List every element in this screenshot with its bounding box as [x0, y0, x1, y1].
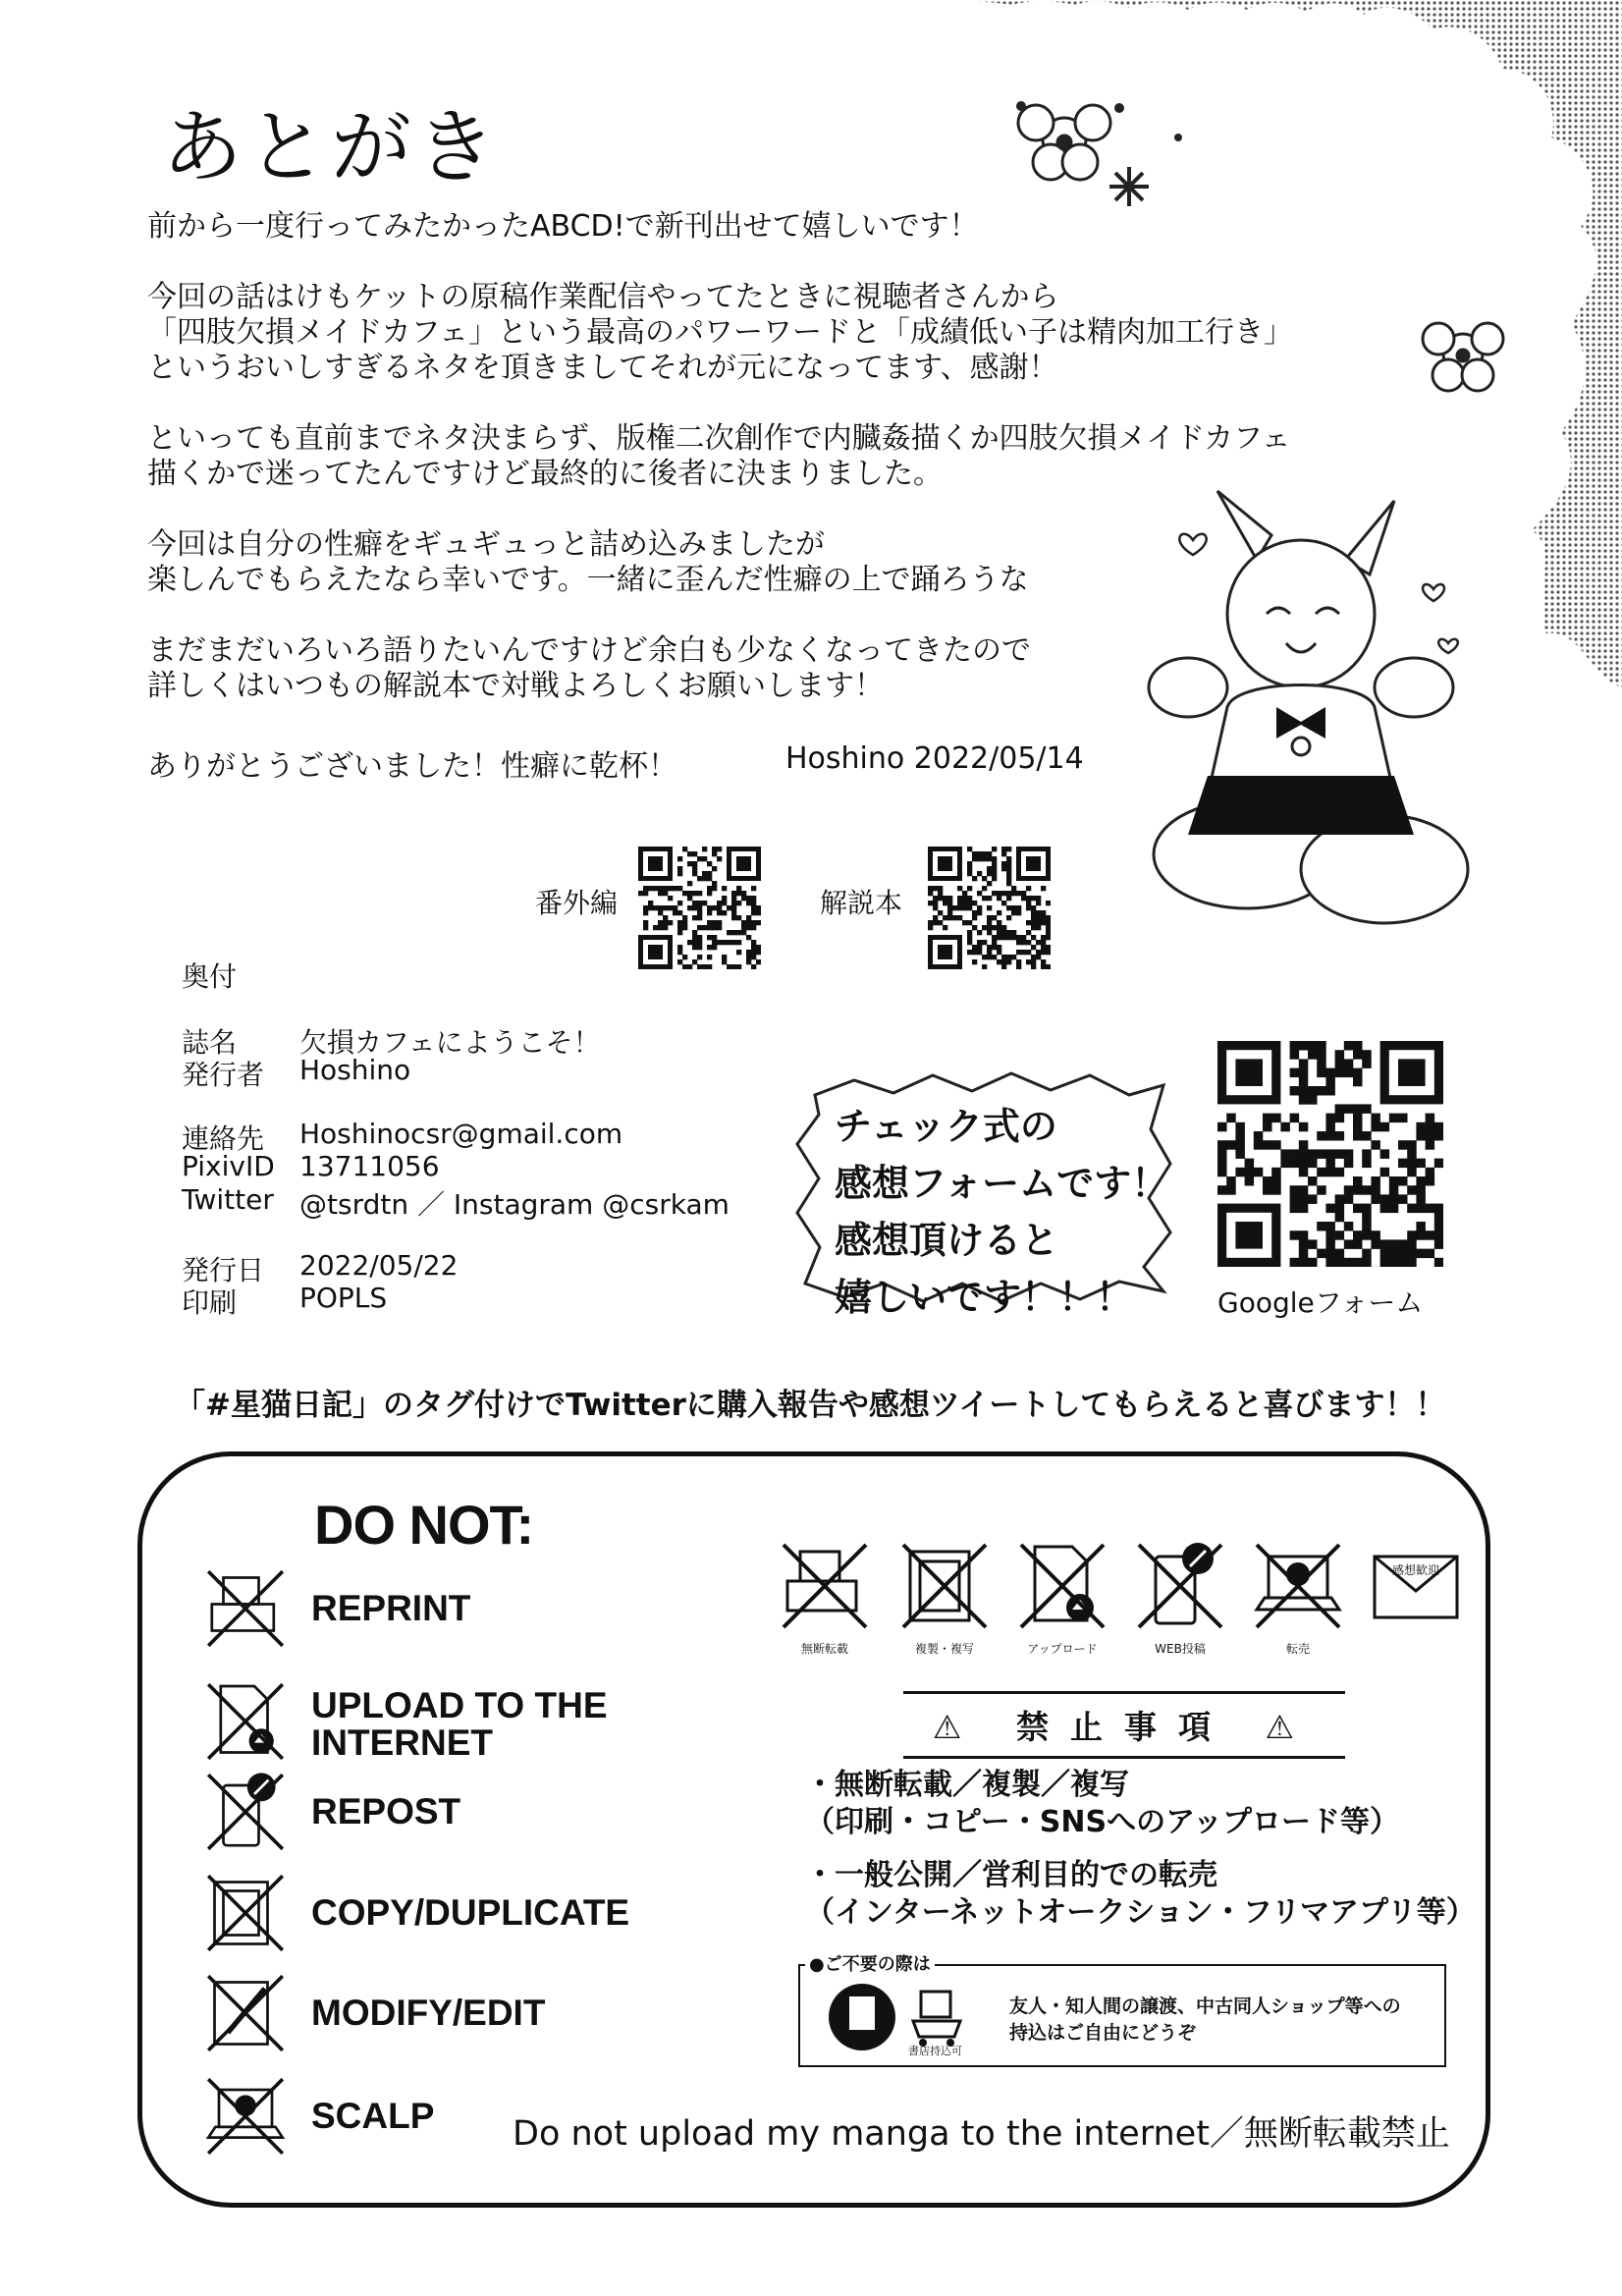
closing-line: ありがとうございました！性癖に乾杯！: [147, 749, 677, 784]
qr-code-guide[interactable]: [928, 847, 1051, 969]
afterword-line: といっても直前までネタ決まらず、版権二次創作で内臓姦描くか四肢欠損メイドカフェ: [147, 421, 1291, 456]
afterword-line: 前から一度行ってみたかったABCD!で新刊出せて嬉しいです！: [147, 209, 979, 244]
qr-extra-label: 番外編: [535, 887, 619, 919]
pen-crossed-icon: [201, 1969, 290, 2057]
prohibition-icon-label: 無断転載: [800, 1642, 848, 1656]
yen-laptop-crossed-icon: [201, 2072, 290, 2160]
phone-crossed-icon: [201, 1768, 290, 1856]
feedback-bubble-text: チェック式の 感想フォームです！ 感想頂けると 嬉しいです！！！: [835, 1105, 1169, 1319]
qr-guide-label: 解説本: [820, 887, 903, 919]
printer-crossed-icon: [201, 1564, 290, 1653]
qr-code-extra[interactable]: [638, 847, 761, 969]
prohibited-items-heading: ⚠ 禁止事項 ⚠: [903, 1691, 1345, 1759]
google-form-label: Googleフォーム: [1217, 1286, 1424, 1319]
upload-crossed-icon: [1013, 1537, 1111, 1635]
hashtag-notice: 「#星猫日記」のタグ付けでTwitterに購入報告や感想ツイートしてもらえると喜びます！！: [175, 1388, 1446, 1423]
signature: Hoshino 2022/05/14: [785, 741, 1084, 776]
prohibition-icon-label: アップロード: [1027, 1642, 1098, 1656]
prohibition-icon-label: 複製・複写: [914, 1642, 974, 1656]
afterword-line: 詳しくはいつもの解説本で対戦よろしくお願いします！: [147, 669, 884, 703]
qr-code-feedback-form[interactable]: [1217, 1041, 1443, 1267]
do-not-heading: DO NOT:: [314, 1494, 534, 1556]
do-not-item-label: REPOST: [311, 1791, 461, 1831]
phone-crossed-icon: [1131, 1537, 1229, 1635]
prohibited-item: ・無断転載／複製／複写: [805, 1768, 1129, 1802]
disposal-notice-text: 友人・知人間の譲渡、中古同人ショップ等への 持込はご自由にどうぞ: [1009, 1995, 1401, 2044]
afterword-line: 楽しんでもらえたなら幸いです。一緒に歪んだ性癖の上で踊ろうな: [147, 563, 1029, 597]
prohibition-icon-label: 転売: [1285, 1642, 1310, 1656]
colophon-key: 誌名: [182, 1026, 238, 1059]
afterword-line: 描くかで迷ってたんですけど最終的に後者に決まりました。: [147, 457, 943, 491]
prohibited-item: ・一般公開／営利目的での転売: [805, 1858, 1217, 1892]
prohibition-icon-label: 感想歓迎: [1391, 1563, 1439, 1577]
afterword-line: 今回は自分の性癖をギュギュっと詰め込みましたが: [147, 527, 825, 562]
do-not-item-label: REPRINT: [311, 1588, 471, 1628]
upload-crossed-icon: [201, 1677, 290, 1766]
afterword-line: 今回の話はけもケットの原稿作業配信やってたときに視聴者さんから: [147, 280, 1059, 314]
colophon-key: PixivID: [182, 1150, 275, 1182]
bookstore-ok-label: 書店持込可: [908, 2045, 962, 2057]
colophon-value: Hoshinocsr@gmail.com: [299, 1118, 623, 1150]
colophon-value: 2022/05/22: [299, 1249, 459, 1282]
copy-crossed-icon: [895, 1537, 994, 1635]
page-title: あとがき: [162, 101, 501, 194]
do-not-item-label: UPLOAD TO THE INTERNET: [311, 1685, 608, 1763]
colophon-value: 欠損カフェにようこそ！: [299, 1026, 601, 1059]
colophon-value: @tsrdtn ／ Instagram @csrkam: [299, 1188, 730, 1221]
copy-crossed-icon: [201, 1869, 290, 1957]
afterword-line: まだまだいろいろ語りたいんですけど余白も少なくなってきたので: [147, 633, 1031, 668]
colophon-key: 連絡先: [182, 1122, 265, 1155]
colophon-value: 13711056: [299, 1150, 440, 1182]
afterword-line: というおいしすぎるネタを頂きましてそれが元になってます、感謝！: [147, 351, 1058, 385]
yen-laptop-crossed-icon: [1249, 1537, 1347, 1635]
do-not-item-label: COPY/DUPLICATE: [311, 1892, 630, 1933]
do-not-item-label: MODIFY/EDIT: [311, 1993, 546, 2033]
footer-upload-notice: Do not upload my manga to the internet／無断転載禁止: [513, 2114, 1450, 2154]
colophon-key: 発行者: [182, 1059, 265, 1091]
colophon-value: Hoshino: [299, 1054, 411, 1086]
prohibited-item-detail: （インターネットオークション・フリマアプリ等）: [805, 1895, 1476, 1930]
colophon-key: 発行日: [182, 1254, 265, 1286]
colophon-key: 印刷: [182, 1286, 238, 1319]
colophon-key: Twitter: [182, 1183, 274, 1216]
colophon-heading: 奥付: [182, 960, 238, 993]
afterword-line: 「四肢欠損メイドカフェ」という最高のパワーワードと「成績低い子は精肉加工行き」: [147, 315, 1293, 350]
envelope-icon: [1367, 1537, 1465, 1635]
do-not-item-label: SCALP: [311, 2096, 435, 2136]
colophon-value: POPLS: [299, 1282, 388, 1314]
cat-maid-illustration: [1100, 481, 1512, 943]
prohibited-item-detail: （印刷・コピー・SNSへのアップロード等）: [805, 1805, 1400, 1839]
disposal-notice-title: ●ご不要の際は: [805, 1950, 935, 1976]
printer-crossed-icon: [776, 1537, 874, 1635]
prohibition-icon-label: WEB投稿: [1155, 1642, 1206, 1656]
